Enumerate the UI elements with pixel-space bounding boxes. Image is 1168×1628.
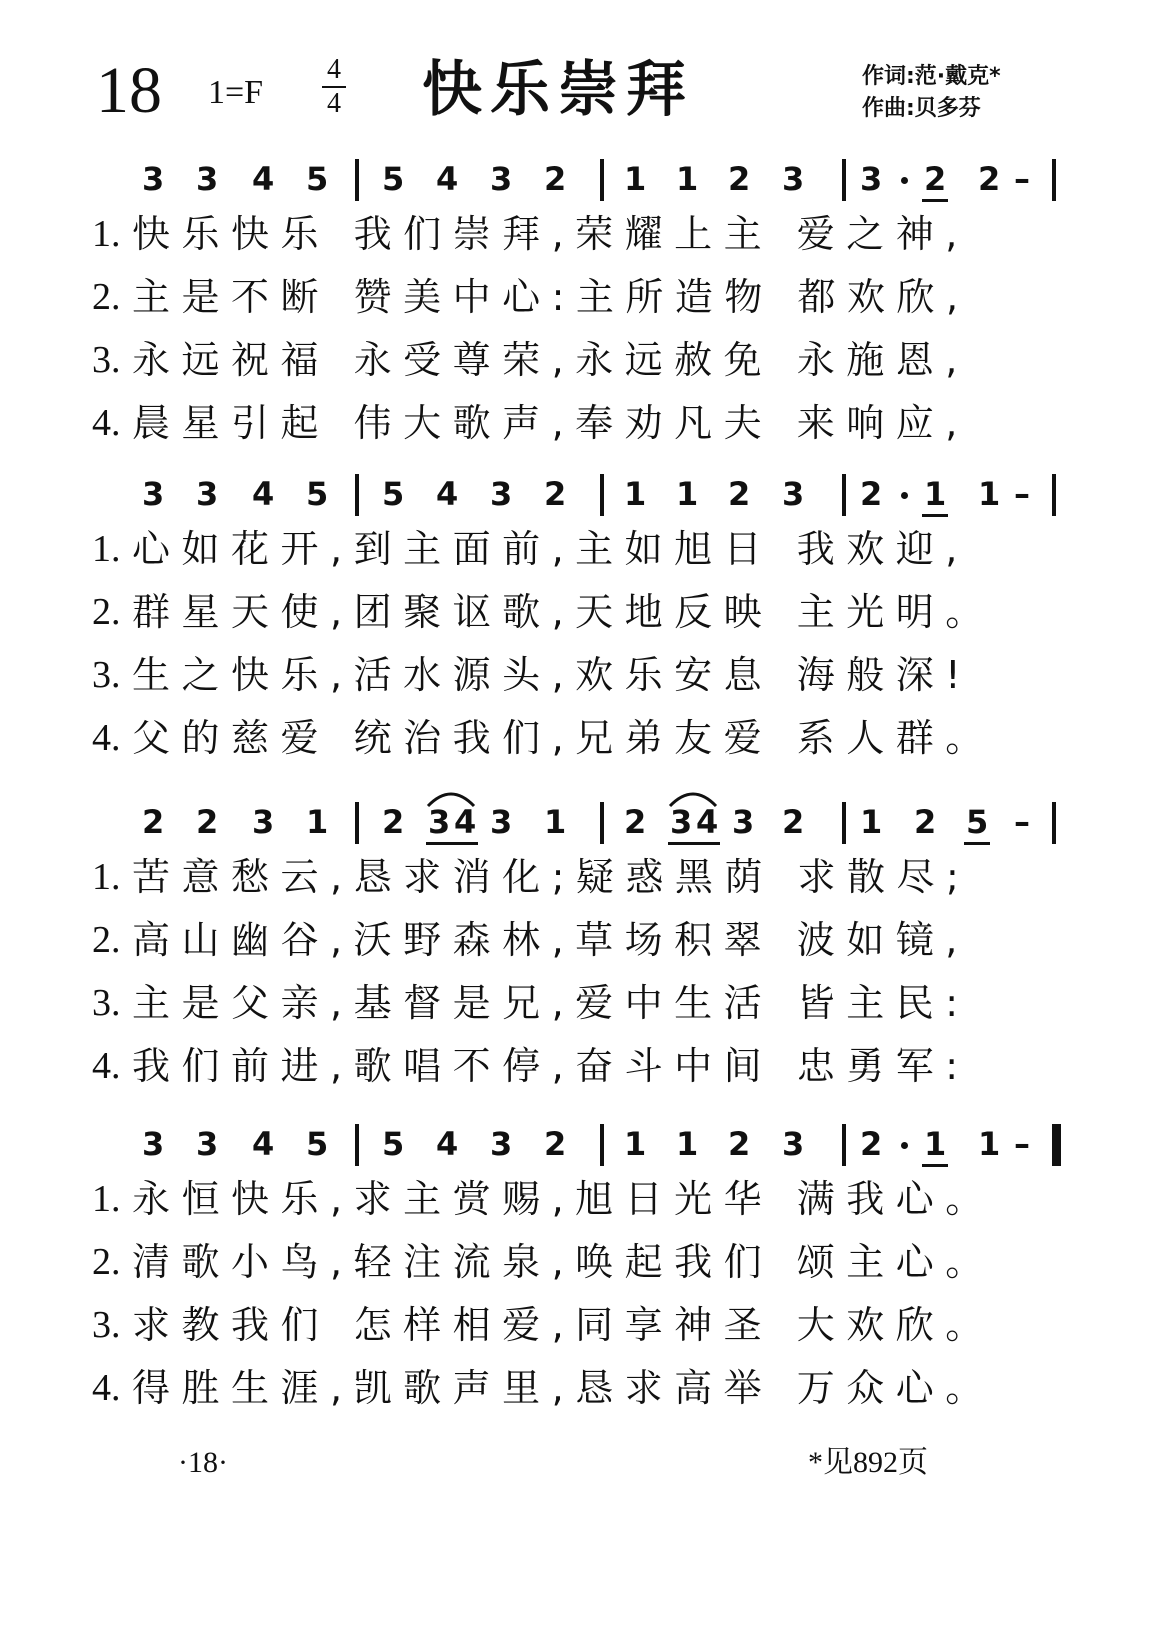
verse-number: 3. <box>92 339 121 381</box>
note: 1 <box>676 160 699 198</box>
barline <box>355 159 359 201</box>
lyric-line: 永远祝福 永受尊荣,永远赦免 永施恩, <box>132 338 969 382</box>
note: 5 <box>306 1125 329 1163</box>
note: 3 <box>142 160 165 198</box>
time-signature <box>322 56 346 118</box>
note: 4 <box>696 803 719 841</box>
lyric-line: 苦意愁云,恳求消化;疑惑黑荫 求散尽; <box>132 855 971 899</box>
note: 4 <box>436 1125 459 1163</box>
note: 1 <box>860 803 883 841</box>
note: 3 <box>860 160 883 198</box>
note: 2 <box>544 1125 567 1163</box>
augmentation-dot <box>901 492 908 499</box>
note: 2 <box>382 803 405 841</box>
verse-number: 2. <box>92 919 121 961</box>
note: 3 <box>196 1125 219 1163</box>
note: 1 <box>676 1125 699 1163</box>
note: 3 <box>428 803 451 841</box>
note: 3 <box>670 803 693 841</box>
note: 2 <box>860 1125 883 1163</box>
verse-number: 4. <box>92 402 121 444</box>
note: 4 <box>252 1125 275 1163</box>
verse-number: 2. <box>92 591 121 633</box>
lyric-line: 高山幽谷,沃野森林,草场积翠 波如镜, <box>132 918 969 962</box>
lyricist-credit: 作词:范·戴克* <box>862 64 1001 89</box>
barline <box>842 474 846 516</box>
note: 1 <box>624 475 647 513</box>
note: 3 <box>490 160 513 198</box>
verse-number: 1. <box>92 528 121 570</box>
key-signature: 1=F <box>208 74 264 111</box>
verse-number: 2. <box>92 1241 121 1283</box>
time-signature-top: 4 <box>327 54 341 85</box>
lyric-line: 求教我们 怎样相爱,同享神圣 大欢欣。 <box>132 1303 995 1347</box>
barline <box>355 1124 359 1166</box>
eighth-note-underline <box>922 1164 948 1167</box>
verse-number: 1. <box>92 1178 121 1220</box>
dash-note: – <box>1014 803 1030 841</box>
note: 2 <box>624 803 647 841</box>
note: 3 <box>196 475 219 513</box>
note: 5 <box>382 160 405 198</box>
barline <box>1052 159 1056 201</box>
lyric-line: 主是父亲,基督是兄,爱中生活 皆主民: <box>132 981 970 1025</box>
note: 3 <box>732 803 755 841</box>
lyric-line: 群星天使,团聚讴歌,天地反映 主光明。 <box>132 590 995 634</box>
note: 1 <box>978 475 1001 513</box>
barline <box>1052 1124 1061 1166</box>
note: 3 <box>196 160 219 198</box>
barline <box>600 1124 604 1166</box>
barline <box>355 474 359 516</box>
note: 5 <box>306 160 329 198</box>
note: 4 <box>454 803 477 841</box>
note: 1 <box>676 475 699 513</box>
note: 1 <box>924 475 947 513</box>
dash-note: – <box>1014 160 1030 198</box>
barline <box>842 802 846 844</box>
note: 2 <box>544 475 567 513</box>
lyric-line: 生之快乐,活水源头,欢乐安息 海般深! <box>132 653 972 697</box>
note: 5 <box>382 1125 405 1163</box>
footnote: *见892页 <box>808 1446 928 1479</box>
composer-credit: 作曲:贝多芬 <box>862 96 981 121</box>
slur-curve <box>428 794 474 806</box>
note: 3 <box>490 475 513 513</box>
slur <box>668 788 718 808</box>
barline <box>600 802 604 844</box>
note: 2 <box>924 160 947 198</box>
augmentation-dot <box>901 177 908 184</box>
lyric-line: 永恒快乐,求主赏赐,旭日光华 满我心。 <box>132 1177 995 1221</box>
note: 2 <box>978 160 1001 198</box>
note: 5 <box>966 803 989 841</box>
verse-number: 1. <box>92 213 121 255</box>
verse-number: 4. <box>92 1367 121 1409</box>
time-signature-bottom: 4 <box>327 88 341 119</box>
barline <box>355 802 359 844</box>
augmentation-dot <box>901 1142 908 1149</box>
verse-number: 3. <box>92 1304 121 1346</box>
note: 2 <box>860 475 883 513</box>
page-title: 快乐崇拜 <box>422 55 694 125</box>
barline <box>600 159 604 201</box>
dash-note: – <box>1014 475 1030 513</box>
note: 4 <box>436 475 459 513</box>
note: 2 <box>914 803 937 841</box>
slur-curve <box>670 794 716 806</box>
note: 1 <box>624 1125 647 1163</box>
note: 1 <box>624 160 647 198</box>
note: 4 <box>436 160 459 198</box>
note: 3 <box>142 475 165 513</box>
verse-number: 4. <box>92 1045 121 1087</box>
barline <box>842 1124 846 1166</box>
barline <box>1052 474 1056 516</box>
lyric-line: 主是不断 赞美中心:主所造物 都欢欣, <box>132 275 970 319</box>
lyric-line: 心如花开,到主面前,主如旭日 我欢迎, <box>132 527 969 571</box>
note: 3 <box>782 1125 805 1163</box>
verse-number: 2. <box>92 276 121 318</box>
note: 2 <box>728 160 751 198</box>
note: 1 <box>924 1125 947 1163</box>
verse-number: 3. <box>92 982 121 1024</box>
note: 4 <box>252 475 275 513</box>
slur <box>426 788 476 808</box>
lyric-line: 快乐快乐 我们崇拜,荣耀上主 爱之神, <box>132 212 969 256</box>
lyric-line: 得胜生涯,凯歌声里,恳求高举 万众心。 <box>132 1366 995 1410</box>
lyric-line: 我们前进,歌唱不停,奋斗中间 忠勇军: <box>132 1044 970 1088</box>
note: 3 <box>782 475 805 513</box>
verse-number: 1. <box>92 856 121 898</box>
note: 3 <box>782 160 805 198</box>
note: 5 <box>382 475 405 513</box>
eighth-note-underline <box>426 842 478 845</box>
note: 3 <box>252 803 275 841</box>
lyric-line: 父的慈爱 统治我们,兄弟友爱 系人群。 <box>132 716 995 760</box>
dash-note: – <box>1014 1125 1030 1163</box>
barline <box>600 474 604 516</box>
eighth-note-underline <box>668 842 720 845</box>
note: 2 <box>782 803 805 841</box>
note: 2 <box>728 475 751 513</box>
eighth-note-underline <box>922 199 948 202</box>
note: 3 <box>490 803 513 841</box>
note: 2 <box>196 803 219 841</box>
note: 2 <box>728 1125 751 1163</box>
lyric-line: 清歌小鸟,轻注流泉,唤起我们 颂主心。 <box>132 1240 995 1284</box>
barline <box>842 159 846 201</box>
note: 2 <box>142 803 165 841</box>
note: 3 <box>490 1125 513 1163</box>
note: 2 <box>544 160 567 198</box>
note: 1 <box>306 803 329 841</box>
note: 5 <box>306 475 329 513</box>
barline <box>1052 802 1056 844</box>
page-number: ·18· <box>178 1446 228 1479</box>
verse-number: 3. <box>92 654 121 696</box>
note: 1 <box>978 1125 1001 1163</box>
eighth-note-underline <box>964 842 990 845</box>
note: 4 <box>252 160 275 198</box>
verse-number: 4. <box>92 717 121 759</box>
lyric-line: 晨星引起 伟大歌声,奉劝凡夫 来响应, <box>132 401 969 445</box>
note: 1 <box>544 803 567 841</box>
eighth-note-underline <box>922 514 948 517</box>
note: 3 <box>142 1125 165 1163</box>
hymn-number: 18 <box>96 54 162 127</box>
